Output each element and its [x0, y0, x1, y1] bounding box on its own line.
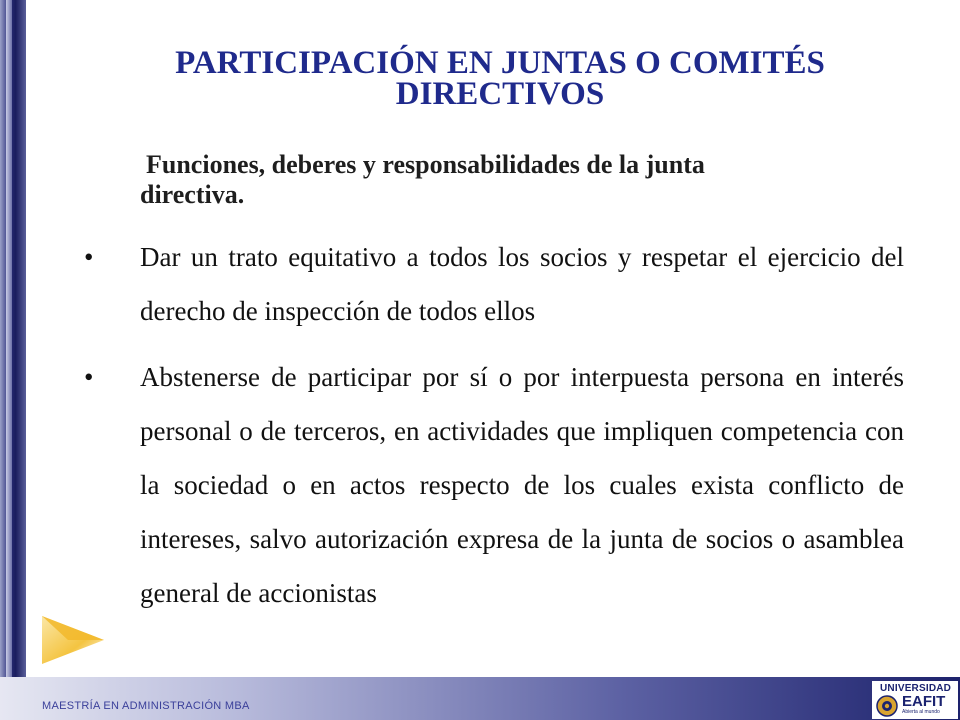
bullet-marker: •	[84, 242, 94, 272]
bullet-text: Abstenerse de participar por sí o por interpuesta persona en interés personal o de terceros, en actividades que impliquen competencia con la sociedad o en actos respecto de los cuales exista conflicto de intereses, salvo autorización expresa de la junta de socios o asamblea general de accionistas	[140, 362, 904, 608]
logo-universidad-text: UNIVERSIDAD	[880, 683, 952, 694]
footer-bar	[0, 677, 960, 720]
footer-program-label: MAESTRÍA EN ADMINISTRACIÓN MBA	[42, 700, 250, 712]
slide-subtitle-line2: directiva.	[140, 180, 245, 209]
bullet-item	[84, 350, 904, 620]
logo-tagline: Abierta al mundo	[902, 709, 940, 715]
slide-subtitle	[140, 150, 880, 210]
left-bar-highlight	[6, 0, 12, 720]
slide-title-line2: DIRECTIVOS	[395, 76, 605, 112]
slide-title	[60, 45, 940, 112]
bullet-item	[84, 230, 904, 338]
eafit-logo	[872, 681, 958, 719]
logo-eafit-text: EAFIT	[902, 693, 946, 710]
left-decorative-bar	[0, 0, 26, 720]
triangle-arrow-icon	[38, 610, 112, 670]
university-seal-icon	[876, 695, 898, 717]
bullet-text: Dar un trato equitativo a todos los socios y respetar el ejercicio del derecho de inspección de todos ellos	[140, 242, 904, 326]
slide-subtitle-line1: Funciones, deberes y responsabilidades de la junta	[146, 150, 705, 179]
slide-title-line1: PARTICIPACIÓN EN JUNTAS O COMITÉS	[175, 45, 825, 81]
bullet-marker: •	[84, 362, 94, 392]
